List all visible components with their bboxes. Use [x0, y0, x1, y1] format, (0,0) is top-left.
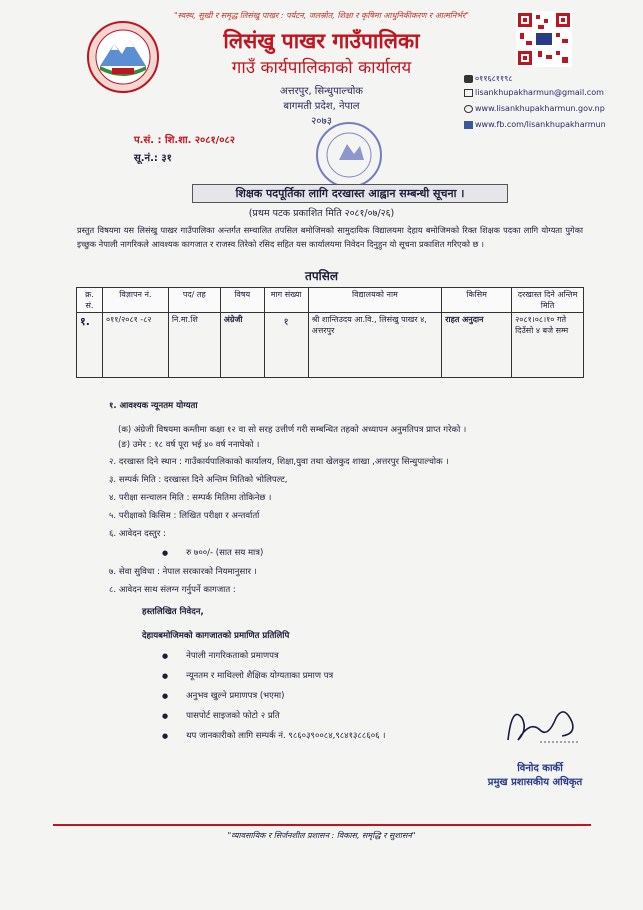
footer-motto: "व्यावसायिक र सिर्जनशील प्रशासन : विकास, समृद्धि र सुशासन" [227, 831, 416, 840]
section-fee: ६. आवेदन दस्तुर : [109, 529, 166, 539]
column-header: किसिम [442, 288, 512, 313]
column-header: माग संख्या [264, 288, 308, 313]
qr-code-icon [516, 11, 572, 67]
section-qualification: १. आवश्यक न्यूनतम योग्यता [109, 401, 198, 411]
dispatch-number: सू.नं.: ३१ [134, 153, 172, 164]
table-cell: ०११/२०८१ -८२ [102, 313, 168, 378]
contact-email[interactable]: lisankhupakharmun@gmail.com [464, 88, 604, 97]
fee-amount: ● रु ७००/- (सात सय मात्र) [162, 547, 263, 558]
list-item: ● पासपोर्ट साइजको फोटो २ प्रति [162, 710, 280, 721]
section-exam-type: ५. परीक्षाको किसिम : लिखित परीक्षा र अन्तर्वार्ता [109, 511, 260, 521]
web-icon [464, 105, 473, 113]
list-item: ● थप जानकारीको लागि सम्पर्क नं. ९८६०३९००८४,९८४१३८८६०६ । [162, 730, 385, 741]
table-cell: अंग्रेजी [220, 313, 264, 378]
table-row [77, 313, 584, 378]
vacancy-table [76, 287, 584, 378]
column-header: पद/ तह [168, 288, 220, 313]
list-item: ● न्यूनतम र माथिल्लो शैक्षिक योग्यताका प्रमाण पत्र [162, 670, 333, 681]
table-cell: राहत अनुदान [442, 313, 512, 378]
table-cell: १. [77, 313, 103, 378]
column-header: दरखास्त दिने अन्तिम मिति [512, 288, 584, 313]
handwritten-application: हस्तलिखित निवेदन, [142, 607, 204, 617]
contact-facebook[interactable]: www.fb.com/lisankhupakharmun [464, 120, 606, 129]
notice-subtitle: (प्रथम पटक प्रकाशित मिति २०८१/०७/२६) [248, 208, 395, 219]
table-cell: नि.मा.शि [168, 313, 220, 378]
mail-icon [464, 89, 473, 97]
column-header: क्र. सं. [77, 288, 103, 313]
section-contact-date: ३. सम्पर्क मिति : दरखास्त दिने अन्तिम मितिको भोलिपल्ट, [109, 475, 288, 485]
column-header: विद्यालयको नाम [308, 288, 442, 313]
list-item: ● अनुभव खुल्ने प्रमाणपत्र (भएमा) [162, 690, 284, 701]
column-header: विज्ञापन नं. [102, 288, 168, 313]
contact-phone: ०११६८११९८ [464, 73, 512, 84]
office-name: गाउँ कार्यपालिकाको कार्यालय [231, 58, 412, 78]
table-cell: १ [264, 313, 308, 378]
contact-website[interactable]: www.lisankhupakharmun.gov.np [464, 104, 605, 113]
notice-paragraph: प्रस्तुत विषयमा यस लिसंखु पाखर गाउँपालिका अन्तर्गत सम्चालित तपसिल बमोजिमको सामुदायिक विद्यालयमा देहाय बमोजिमको रिक्त शिक्षक पदका लागि योग्यता पुगेका इच्छुक नेपाली नागरिकले आवश्यक कागजात र राजस्व तिरेको रसिद सहित यस कार्यालयमा निवेदन दिनुहुन यो सूचना प्रकाशित गरिएको छ । [77, 225, 583, 249]
facebook-icon [464, 121, 473, 129]
notice-title: शिक्षक पदपूर्तिका लागि दरखास्त आह्वान सम्बन्धी सूचना । [192, 184, 508, 203]
certified-copies-heading: देहायबमोजिमको कागजातको प्रमाणित प्रतिलिपि [142, 631, 290, 641]
section-exam-date: ४. परीक्षा सन्चालन मिति : सम्पर्क मितिमा तोकिनेछ । [109, 493, 272, 503]
phone-icon [464, 75, 473, 83]
table-header-row [77, 288, 584, 313]
header-motto: "स्वस्थ, सुखी र समृद्ध लिसंखु पाखर : पर्यटन, जलस्रोत, शिक्षा र कृषिमा आधुनिकीकरण र आत्मनिर्भर" [173, 11, 469, 20]
list-item: ● नेपाली नागरिकताको प्रमाणपत्र [162, 650, 279, 661]
reference-number: प.सं. : शि.शा. २०८१/०८२ [134, 135, 235, 146]
section-documents: ८. आवेदन साथ संलग्न गर्नुपर्ने कागजात : [109, 585, 236, 595]
office-seal-icon [314, 120, 384, 190]
section-application-place: २. दरखास्त दिने स्थान : गाउँकार्यपालिकाको कार्यालय, शिक्षा,युवा तथा खेलकुद शाखा ,अत्तरपुर सिन्धुपाल्चोक । [109, 457, 449, 467]
qualification-education: (क) अंग्रेजी विषयमा कम्तीमा कक्षा १२ वा सो सरह उत्तीर्ण गरी सम्बन्धित तहको अध्यापन अनुमतिपत्र प्राप्त गरेको । [118, 425, 467, 435]
signature-icon [500, 700, 582, 750]
schedule-heading: तपसिल [304, 269, 338, 283]
section-facilities: ७. सेवा सुविधा : नेपाल सरकारको नियमानुसार । [109, 567, 257, 577]
table-cell: २०८१।०८।१० गते दिउँसो ४ बजे सम्म [512, 313, 584, 378]
column-header: विषय [220, 288, 264, 313]
qualification-age: (ङ) उमेर : १८ वर्ष पूरा भई ४० वर्ष ननाघेको । [118, 440, 260, 450]
address-line-1: अत्तरपुर, सिन्धुपाल्चोक [280, 86, 363, 97]
table-cell: श्री शान्तिउदय आ.वि., लिसंखु पाखर ४, अत्तरपुर [308, 313, 442, 378]
footer-divider [53, 824, 591, 826]
address-line-2: बागमती प्रदेश, नेपाल [283, 101, 360, 112]
municipality-name: लिसंखु पाखर गाउँपालिका [223, 29, 420, 53]
signer-name: विनोद कार्की [517, 763, 563, 774]
established-year: २०७३ [311, 116, 332, 127]
signer-title: प्रमुख प्रशासकीय अधिकृत [487, 777, 583, 788]
